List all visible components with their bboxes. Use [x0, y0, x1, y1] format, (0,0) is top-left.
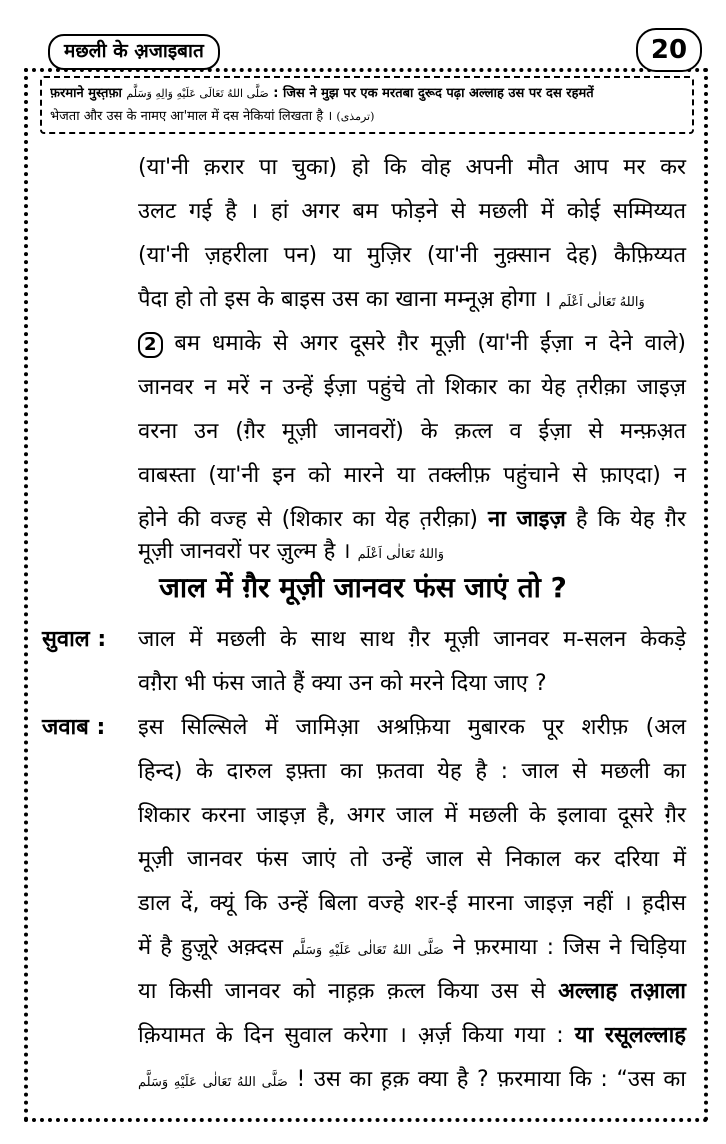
salawat-inline-2: صَلَّى اللهُ تَعَالٰى عَلَيْهِ وَسَلَّم — [138, 1075, 288, 1090]
body-line-1: (या'नी क़रार पा चुका) हो कि वोह अपनी मौत आप मर कर — [138, 155, 686, 180]
notice-salawat: صَلَّى اللهُ تَعَالَى عَلَيْهِ وَالِهِ وَسَلَّم — [126, 87, 269, 100]
section-heading: जाल में ग़ैर मूज़ी जानवर फंस जाएं तो ? — [159, 571, 567, 604]
body-line-6: जानवर न मरें न उन्हें ईज़ा पहुंचे तो शिकार का येह त़रीक़ा जाइज़ — [138, 375, 686, 400]
answer-line-9-text: ! उस का ह़क़ क्या है ? फ़रमाया कि : “उस का — [296, 1067, 686, 1092]
notice-allah: अल्लाह — [468, 86, 504, 101]
body-line-9-c: है कि येह ग़ैर — [565, 507, 686, 532]
answer-line-8-a: क़ियामत के दिन सुवाल करेगा । अ़र्ज़ किया गया : — [138, 1023, 575, 1048]
answer-line-6 — [138, 926, 686, 970]
body-line-8: वाबस्ता (या'नी इन को मारने या तक्लीफ़ पहुंचाने से फ़ाएदा) न — [138, 463, 686, 488]
answer-line-4: मूज़ी जानवर फंस जाएं तो उन्हें जाल से निकाल कर दरिया में — [138, 847, 686, 872]
allah-knows-best-1: وَاللهُ تَعَالٰى اَعْلَم — [558, 295, 645, 310]
body-line-9-a: होने की वज्ह से (शिकार का येह त़रीक़ा) — [138, 507, 489, 532]
answer-line-8 — [138, 1014, 686, 1058]
allah-knows-best-2: وَاللهُ تَعَالٰى اَعْلَم — [357, 547, 445, 562]
body-line-5-text: बम धमाके से अगर दूसरे ग़ैर मूज़ी (या'नी ईज़ा न देने वाले) — [174, 331, 686, 356]
notice-text-b: उस पर दस रहमतें — [503, 86, 594, 101]
answer-line-7 — [138, 970, 686, 1014]
notice-source: (ترمذی) — [336, 110, 375, 123]
answer-line-9 — [138, 1058, 686, 1102]
allah-taala-text: अल्लाह तआ़ला — [558, 979, 687, 1004]
page-number: 20 — [636, 28, 702, 72]
answer-line-6-a: में है हुज़ूरे अक़्दस — [138, 935, 283, 960]
body-line-4-text: पैदा हो तो इस के बाइस उस का खाना मम्नूअ़ होगा । — [138, 287, 552, 312]
ya-rasulallah-text: या रसूलल्लाह — [574, 1023, 686, 1048]
question-label: सुवाल : — [42, 627, 107, 652]
notice-line-2 — [50, 105, 684, 128]
item-number-badge: 2 — [138, 332, 163, 358]
salawat-inline-1: صَلَّى اللهُ تَعَالٰى عَلَيْهِ وَسَلَّم — [292, 943, 444, 958]
notice-text-a: : जिस ने मुझ पर एक मरतबा दुरूद पढ़ा — [268, 86, 469, 101]
answer-label: जवाब : — [42, 715, 106, 740]
body-line-3: (या'नी ज़हरीला पन) या मुज़िर (या'नी नुक़्सान देह) कैफ़िय्यत — [138, 243, 686, 268]
question-line-1: जाल में मछली के साथ साथ ग़ैर मूज़ी जानवर म-सलन केकड़े — [138, 627, 686, 652]
not-permissible-text: ना जाइज़ — [488, 507, 566, 532]
answer-line-2: हिन्द) के दारुल इफ़्ता का फ़तवा येह है : जाल से मछली का — [138, 759, 686, 784]
body-line-4 — [138, 278, 686, 322]
body-line-2: उलट गई है । हां अगर बम फोड़ने से मछली में कोई सम्मिय्यत — [138, 199, 686, 224]
body-line-7: वरना उन (ग़ैर मूज़ी जानवरों) के क़त्ल व ईज़ा से मन्फ़अ़त — [138, 419, 686, 444]
answer-line-3: शिकार करना जाइज़ है, अगर जाल में मछली के इलावा दूसरे ग़ैर — [138, 803, 686, 828]
body-line-5 — [138, 322, 686, 366]
hadith-notice-box — [40, 76, 694, 134]
question-line-2: वग़ैरा भी फंस जाते हैं क्या उन को मरने दिया जाए ? — [138, 671, 547, 696]
notice-label: फ़रमाने मुस्त़फ़ा — [50, 86, 122, 101]
answer-line-7-a: या किसी जानवर को नाह़क़ क़त्ल किया उस से — [138, 979, 559, 1004]
answer-line-5: डाल दें, क्यूं कि उन्हें बिला वज्हे शर-ई मारना जाइज़ नहीं । ह़दीस — [138, 891, 686, 916]
body-line-10-text: मूज़ी जानवरों पर ज़ुल्म है । — [138, 539, 351, 564]
notice-text-2: भेजता और उस के नामए आ'माल में दस नेकियां लिखता है । — [50, 109, 337, 124]
answer-line-1: इस सिल्सिले में जामिआ़ अश्रफ़िया मुबारक पूर शरीफ़ (अल — [138, 715, 686, 740]
notice-line-1 — [50, 82, 684, 105]
chapter-title: मछली के अ़जाइबात — [48, 34, 220, 70]
answer-line-6-b: ने फ़रमाया : जिस ने चिड़िया — [452, 935, 686, 960]
